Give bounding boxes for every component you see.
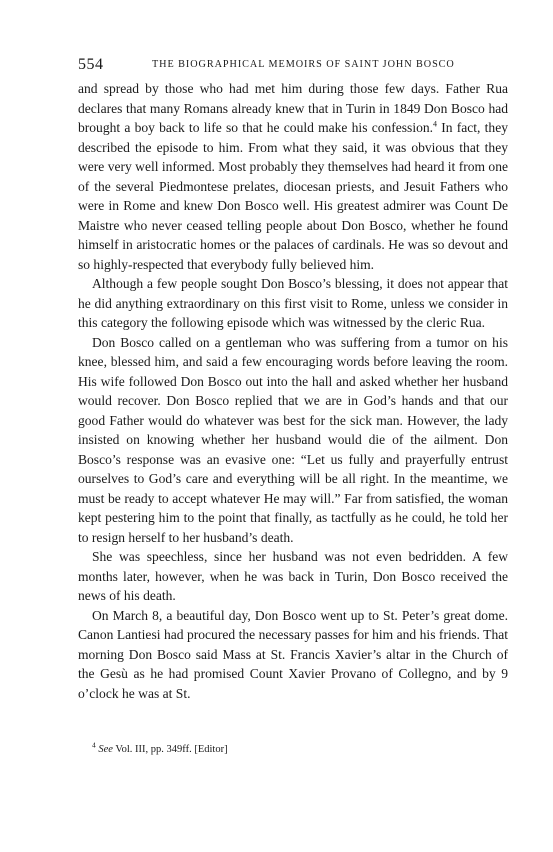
footnote [92, 740, 502, 757]
paragraph-5: On March 8, a beautiful day, Don Bosco went up to St. Peter’s great dome. Canon Lantiesi had procured the necessary passes for him and his friends. That morning Don Bosco said Mass at St. Francis Xavier’s altar in the Church of the Gesù as he had promised Count Xavier Provano of Collegno, and by 9 o’clock he was at St. [78, 607, 508, 701]
running-head [78, 56, 508, 76]
footnote-reference: 4 [433, 119, 438, 129]
paragraph-4: She was speechless, since her husband was not even bedridden. A few months later, however, when he was back in Turin, Don Bosco received the news of his death. [78, 549, 508, 603]
running-title: THE BIOGRAPHICAL MEMOIRS OF SAINT JOHN BOSCO [152, 59, 455, 70]
body-text [78, 79, 508, 703]
paragraph-3: Don Bosco called on a gentleman who was suffering from a tumor on his knee, blessed him, and said a few encouraging words before leaving the room. His wife followed Don Bosco out into the hall and asked whether her husband would recover. Don Bosco replied that we are in God’s hands and that our good Father would do whatever was best for the sick man. However, the lady insisted on knowing whether her husband would die of the ailment. Don Bosco’s response was an evasive one: “Let us fully and prayerfully entrust ourselves to God’s care and everything will be all right. In the meantime, we must be ready to accept whatever He may will.” Far from satisfied, the woman kept pestering him to the point that finally, as tactfully as he could, he told her to resign herself to her husband’s death. [78, 334, 508, 545]
page-number: 554 [78, 56, 104, 73]
footnote-text: Vol. III, pp. 349ff. [Editor] [112, 744, 228, 755]
paragraph-1 [78, 79, 508, 274]
paragraph-1-part-a: and spread by those who had met him during those few days. Father Rua declares that many Romans already knew that in Turin in 1849 Don Bosco had brought a boy back to life so that he could make his confession. [78, 81, 508, 135]
footnote-see: See [98, 744, 113, 755]
paragraph-2: Although a few people sought Don Bosco’s blessing, it does not appear that he did anything extraordinary on this first visit to Rome, unless we consider in this category the following episode which was witnessed by the cleric Rua. [78, 276, 508, 330]
paragraph-1-part-b: In fact, they described the episode to him. From what they said, it was obvious that they were very well informed. Most probably they themselves had heard it from one of the several Piedmontese prelates, diocesan priests, and Jesuit Fathers who were in Rome and knew Don Bosco well. His greatest admirer was Count De Maistre who never ceased telling people about Don Bosco, whether he found himself in aristocratic homes or the palaces of cardinals. He was so devout and so highly-respected that everybody fully believed him. [78, 120, 508, 272]
footnote-mark: 4 [92, 740, 96, 750]
